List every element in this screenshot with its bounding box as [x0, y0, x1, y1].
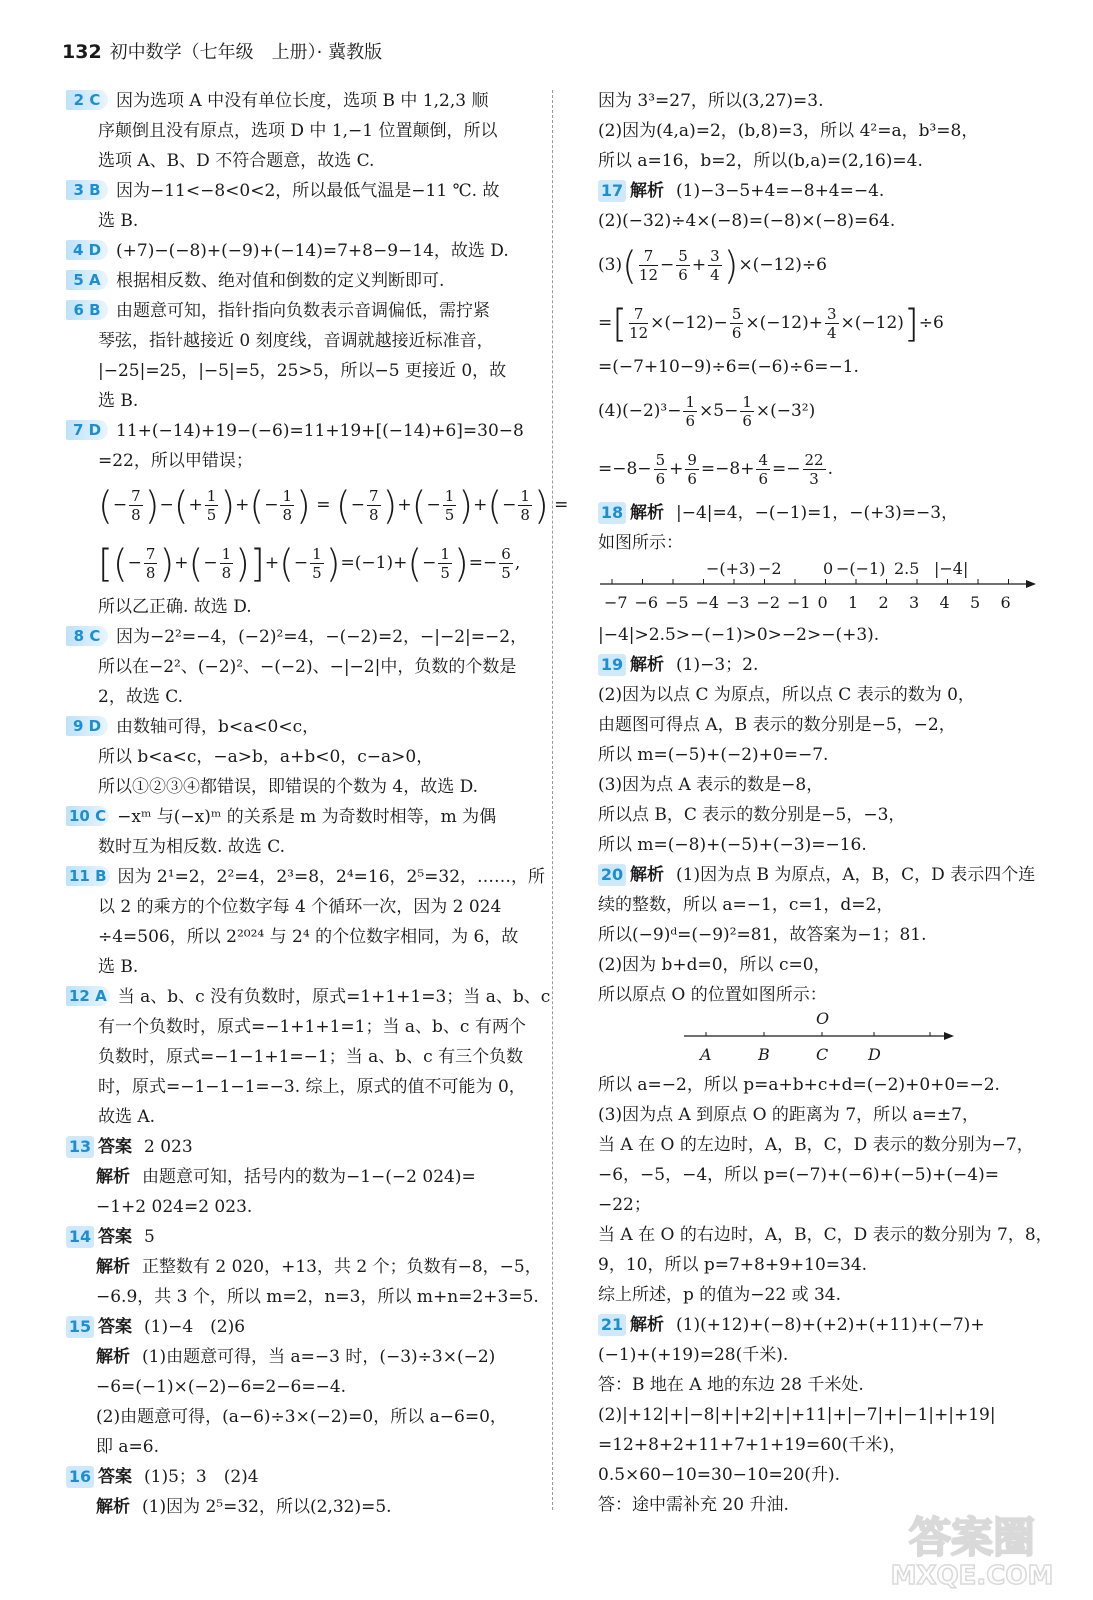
q20-line5: 所以原点 O 的位置如图所示：	[598, 985, 827, 1005]
label-neg-neg1: −(−1)	[836, 559, 886, 578]
q21-line5: =12+8+2+11+7+1+19=60(千米)，	[598, 1435, 907, 1455]
tick-label: 6	[1000, 593, 1011, 612]
fraction: $\frac{7}{8}$	[369, 487, 379, 524]
q16-cont-line2: (2)因为(4,a)=2，(b,8)=3，所以 4²=a，b³=8，	[598, 121, 979, 141]
q18-line2: 如图所示：	[598, 533, 683, 553]
fraction: $\frac{5}{6}$	[731, 305, 742, 342]
fraction: $\frac{7}{12}$	[638, 247, 659, 284]
tick-label: −3	[726, 593, 750, 612]
point-d: D	[868, 1045, 881, 1064]
fraction: $\frac{4}{6}$	[758, 451, 769, 488]
explain-label: 解析	[96, 1167, 130, 1187]
tick-label: 1	[848, 593, 859, 612]
q19-line5: (3)因为点 A 表示的数是−8，	[598, 775, 824, 795]
q14-answer: 14 答案 5	[66, 1222, 536, 1252]
q2-line3: 选项 A、B、D 不符合题意，故选 C.	[98, 151, 375, 171]
q7-line2: =22，所以甲错误；	[98, 451, 253, 471]
fraction: $\frac{7}{8}$	[145, 545, 156, 582]
q8-line2: 所以在−2²、(−2)²、−(−2)、−|−2|中，负数的个数是	[98, 657, 517, 677]
q16-answer: 16 答案 (1)5；3 (2)4	[66, 1462, 536, 1492]
q6-line3: |−25|=25，|−5|=5，25>5，所以−5 更接近 0，故	[98, 361, 507, 381]
q19-line4: 所以 m=(−5)+(−2)+0=−7.	[598, 745, 829, 765]
tick-label: 2	[878, 593, 889, 612]
q17-part3: (3)( $\frac{7}{12}$ − $\frac{5}{6}$ + $\frac{3}{4}$ )×(−12)÷6	[598, 243, 827, 288]
q20-line10: −22；	[598, 1195, 651, 1215]
q15-explain: 解析 (1)由题意可得，当 a=−3 时，(−3)÷3×(−2)	[96, 1347, 496, 1367]
explain-label: 解析	[96, 1497, 130, 1517]
question-number: 18	[598, 502, 626, 524]
q13-explain: 解析 由题意可知，括号内的数为−1−(−2 024)=	[96, 1167, 476, 1187]
question-number: 14	[66, 1226, 94, 1248]
svg-text:MXQE.COM: MXQE.COM	[890, 1561, 1054, 1591]
q19-line3: 由题图可得点 A，B 表示的数分别是−5，−2，	[598, 715, 956, 735]
q6-line2: 琴弦，指针越接近 0 刻度线，音调就越接近标准音，	[98, 331, 494, 351]
q19-explain: 19 解析 (1)−3；2.	[598, 650, 1038, 680]
q11-line2: 以 2 的乘方的个位数字每 4 个循环一次，因为 2 024	[98, 897, 502, 917]
q6-line4: 选 B.	[98, 391, 139, 411]
answer-badge: 7 D	[66, 420, 108, 440]
q19-line2: (2)因为以点 C 为原点，所以点 C 表示的数为 0，	[598, 685, 975, 705]
q5-line: 5 A 根据相反数、绝对值和倒数的定义判断即可.	[66, 266, 536, 296]
q8-line3: 2，故选 C.	[98, 687, 184, 707]
question-number: 16	[66, 1466, 94, 1488]
left-column	[66, 86, 569, 1522]
q17-part4: (4)(−2)³− $\frac{1}{6}$ ×5− $\frac{1}{6}$ ×(−3²)	[598, 393, 816, 430]
q17-part4-result: =−8− $\frac{5}{6}$ + $\frac{9}{6}$ =−8+ $\frac{4}{6}$ =− $\frac{22}{3}$ .	[598, 451, 834, 488]
point-a: A	[700, 1045, 712, 1064]
q20-line11: 当 A 在 O 的右边时，A，B，C，D 表示的数分别为 7，8，	[598, 1225, 1053, 1245]
page-header	[62, 38, 382, 70]
q12-line: 12 A 当 a、b、c 没有负数时，原式=1+1+1=3；当 a、b、c	[66, 982, 536, 1012]
q20-number-line	[598, 1010, 1038, 1070]
answer-badge: 11 B	[66, 866, 110, 886]
q20-line4: (2)因为 b+d=0，所以 c=0，	[598, 955, 831, 975]
fraction: $\frac{3}{4}$	[710, 247, 720, 284]
q7-fraction-row1: (− $\frac{7}{8}$ )−(+ $\frac{1}{5}$ )+(− $\frac{1}{8}$ ) = (− $\frac{7}{8}$ )+(− $\frac{1}{5}$ )+(− $\frac{1}{8}$ ) =	[98, 483, 569, 528]
tick-label: −6	[634, 593, 659, 612]
q11-line: 11 B 因为 2¹=2，2²=4，2³=8，2⁴=16，2⁵=32，……，所	[66, 862, 536, 892]
q17-part3-step: =[ $\frac{7}{12}$ ×(−12)− $\frac{5}{6}$ ×(−12)+ $\frac{3}{4}$ ×(−12)]÷6	[598, 301, 944, 346]
fraction: $\frac{5}{6}$	[655, 451, 666, 488]
q18-explain: 18 解析 |−4|=4，−(−1)=1，−(+3)=−3，	[598, 498, 1038, 528]
answer-badge: 8 C	[66, 626, 108, 646]
explain-label: 解析	[630, 1315, 664, 1335]
q12-line3: 负数时，原式=−1−1+1=−1；当 a、b、c 有三个负数	[98, 1047, 524, 1067]
q9-line2: 所以 b<a<c，−a>b，a+b<0，c−a>0，	[98, 747, 434, 767]
fraction: $\frac{22}{3}$	[804, 451, 824, 488]
q15-answer: 15 答案 (1)−4 (2)6	[66, 1312, 536, 1342]
answer-badge: 9 D	[66, 716, 108, 736]
q21-line2: (−1)+(+19)=28(千米).	[598, 1345, 789, 1365]
q17-line5: =(−7+10−9)÷6=(−6)÷6=−1.	[598, 357, 859, 377]
tick-label: −1	[787, 593, 811, 612]
q14-explain: 解析 正整数有 2 020，+13，共 2 个；负数有−8，−5，	[96, 1257, 542, 1277]
q16-explain: 解析 (1)因为 2⁵=32，所以(2,32)=5.	[96, 1497, 392, 1517]
answer-badge: 4 D	[66, 240, 108, 260]
answer-badge: 6 B	[66, 300, 108, 320]
q13-line2: −1+2 024=2 023.	[96, 1197, 253, 1217]
q7-line: 7 D 11+(−14)+19−(−6)=11+19+[(−14)+6]=30−8	[66, 416, 536, 446]
fraction: $\frac{1}{5}$	[206, 487, 217, 524]
label-0: 0	[823, 559, 834, 578]
q11-line3: ÷4=506，所以 2²⁰²⁴ 与 2⁴ 的个位数字相同，为 6，故	[98, 927, 519, 947]
q2-line: 2 C 因为选项 A 中没有单位长度，选项 B 中 1,2,3 顺	[66, 86, 536, 116]
origin-label: O	[816, 1009, 830, 1028]
question-number: 15	[66, 1316, 94, 1338]
tick-label: −5	[665, 593, 689, 612]
label-2-5: 2.5	[894, 559, 920, 578]
explain-label: 解析	[630, 655, 664, 675]
watermark-logo	[877, 1504, 1067, 1594]
q3-line: 3 B 因为−11<−8<0<2，所以最低气温是−11 ℃. 故	[66, 176, 536, 206]
q2-line2: 序颠倒且没有原点，选项 D 中 1,−1 位置颠倒，所以	[98, 121, 498, 141]
q13-answer: 13 答案 2 023	[66, 1132, 536, 1162]
fraction: $\frac{5}{6}$	[678, 247, 688, 284]
book-title: 初中数学（七年级 上册）· 冀教版	[109, 42, 383, 63]
q12-line4: 时，原式=−1−1−1=−3. 综上，原式的值不可能为 0，	[98, 1077, 526, 1097]
answer-badge: 2 C	[66, 90, 108, 110]
tick-label: −4	[695, 593, 720, 612]
question-number: 17	[598, 180, 626, 202]
q20-line2: 续的整数，所以 a=−1，c=1，d=2，	[598, 895, 894, 915]
q16-cont-line3: 所以 a=16，b=2，所以(b,a)=(2,16)=4.	[598, 151, 923, 171]
q15-line4: 即 a=6.	[96, 1437, 160, 1457]
explain-label: 解析	[96, 1347, 130, 1367]
q20-line7: (3)因为点 A 到原点 O 的距离为 7，所以 a=±7，	[598, 1105, 979, 1125]
q21-line7: 答：途中需补充 20 升油.	[598, 1495, 789, 1515]
svg-text:答案圈: 答案圈	[908, 1513, 1036, 1562]
q4-line: 4 D (+7)−(−8)+(−9)+(−14)=7+8−9−14，故选 D.	[66, 236, 536, 266]
q16-cont-line1: 因为 3³=27，所以(3,27)=3.	[598, 91, 824, 111]
fraction: $\frac{1}{8}$	[520, 487, 530, 524]
label-neg2: −2	[758, 559, 782, 578]
answer-label: 答案	[98, 1227, 132, 1247]
fraction: $\frac{7}{12}$	[629, 305, 649, 342]
tick-label: 5	[970, 593, 981, 612]
q14-line2: −6.9，共 3 个，所以 m=2，n=3，所以 m+n=2+3=5.	[96, 1287, 539, 1307]
q18-line3: |−4|>2.5>−(−1)>0>−2>−(+3).	[598, 625, 880, 645]
point-b: B	[758, 1045, 770, 1064]
q20-explain: 20 解析 (1)因为点 B 为原点，A，B，C，D 表示四个连	[598, 860, 1038, 890]
q11-line4: 选 B.	[98, 957, 139, 977]
label-neg-plus3: −(+3)	[706, 559, 756, 578]
fraction: $\frac{1}{5}$	[312, 545, 322, 582]
q20-line6: 所以 a=−2，所以 p=a+b+c+d=(−2)+0+0=−2.	[598, 1075, 1000, 1095]
q20-line13: 综上所述，p 的值为−22 或 34.	[598, 1285, 842, 1305]
q19-line6: 所以点 B，C 表示的数分别是−5，−3，	[598, 805, 906, 825]
tick-label: −2	[756, 593, 781, 612]
q17-explain: 17 解析 (1)−3−5+4=−8+4=−4.	[598, 176, 1038, 206]
answer-label: 答案	[98, 1137, 132, 1157]
fraction: $\frac{1}{5}$	[444, 487, 455, 524]
point-c: C	[816, 1045, 829, 1064]
q20-line8: 当 A 在 O 的左边时，A，B，C，D 表示的数分别为−7，	[598, 1135, 1034, 1155]
q9-line: 9 D 由数轴可得，b<a<0<c，	[66, 712, 536, 742]
q21-explain: 21 解析 (1)(+12)+(−8)+(+2)+(+11)+(−7)+	[598, 1310, 1038, 1340]
explain-label: 解析	[96, 1257, 130, 1277]
q7-line5: 所以乙正确. 故选 D.	[98, 597, 252, 617]
fraction: $\frac{7}{8}$	[131, 487, 141, 524]
tick-label: −7	[604, 593, 628, 612]
fraction: $\frac{3}{4}$	[827, 305, 837, 342]
answer-label: 答案	[98, 1467, 132, 1487]
q21-line6: 0.5×60−10=30−10=20(升).	[598, 1465, 841, 1485]
q10-line2: 数时互为相反数. 故选 C.	[98, 837, 286, 857]
question-number: 20	[598, 864, 626, 886]
fraction: $\frac{1}{5}$	[440, 545, 450, 582]
q15-line2: −6=(−1)×(−2)−6=2−6=−4.	[96, 1377, 347, 1397]
fraction: $\frac{1}{8}$	[282, 487, 293, 524]
fraction: $\frac{1}{6}$	[685, 393, 696, 430]
q9-line3: 所以①②③④都错误，即错误的个数为 4，故选 D.	[98, 777, 479, 797]
q10-line: 10 C −xᵐ 与(−x)ᵐ 的关系是 m 为奇数时相等，m 为偶	[66, 802, 536, 832]
q7-fraction-row2: [(− $\frac{7}{8}$ )+(− $\frac{1}{8}$ )]+(− $\frac{1}{5}$ )=(−1)+(− $\frac{1}{5}$ )=− $\frac{6}{5}$ ,	[98, 541, 521, 586]
q17-line2: (2)(−32)÷4×(−8)=(−8)×(−8)=64.	[598, 211, 896, 231]
q21-line3: 答：B 地在 A 地的东边 28 千米处.	[598, 1375, 864, 1395]
q18-number-line	[598, 558, 1038, 620]
answer-label: 答案	[98, 1317, 132, 1337]
tick-label: 4	[939, 593, 950, 612]
right-column	[598, 86, 1053, 1520]
q12-line2: 有一个负数时，原式=−1+1+1=1；当 a、b、c 有两个	[98, 1017, 526, 1037]
fraction: $\frac{1}{6}$	[742, 393, 752, 430]
answer-badge: 10 C	[66, 806, 109, 826]
question-number: 13	[66, 1136, 94, 1158]
q21-line4: (2)|+12|+|−8|+|+2|+|+11|+|−7|+|−1|+|+19|	[598, 1405, 996, 1425]
question-number: 21	[598, 1314, 626, 1336]
tick-label: 3	[909, 593, 920, 612]
explain-label: 解析	[630, 181, 664, 201]
q15-line3: (2)由题意可得，(a−6)÷3×(−2)=0，所以 a−6=0，	[96, 1407, 507, 1427]
answer-badge: 5 A	[66, 270, 108, 290]
question-number: 19	[598, 654, 626, 676]
explain-label: 解析	[630, 503, 664, 523]
tick-label: 0	[817, 593, 828, 612]
q20-line12: 9，10，所以 p=7+8+9+10=34.	[598, 1255, 868, 1275]
explain-label: 解析	[630, 865, 664, 885]
label-abs-neg4: |−4|	[934, 559, 969, 578]
answer-badge: 12 A	[66, 986, 110, 1006]
column-divider	[552, 90, 553, 1510]
fraction: $\frac{1}{8}$	[221, 545, 232, 582]
q19-line7: 所以 m=(−8)+(−5)+(−3)=−16.	[598, 835, 867, 855]
q3-line2: 选 B.	[98, 211, 139, 231]
fraction: $\frac{6}{5}$	[501, 545, 511, 582]
q12-line5: 故选 A.	[98, 1107, 156, 1127]
answer-badge: 3 B	[66, 180, 108, 200]
fraction: $\frac{9}{6}$	[687, 451, 697, 488]
q6-line: 6 B 由题意可知，指针指向负数表示音调偏低，需拧紧	[66, 296, 536, 326]
q20-line9: −6，−5，−4，所以 p=(−7)+(−6)+(−5)+(−4)=	[598, 1165, 999, 1185]
q20-line3: 所以(−9)ᵈ=(−9)²=81，故答案为−1；81.	[598, 925, 927, 945]
page-number: 132	[62, 41, 102, 63]
q8-line: 8 C 因为−2²=−4，(−2)²=4，−(−2)=2，−|−2|=−2，	[66, 622, 536, 652]
